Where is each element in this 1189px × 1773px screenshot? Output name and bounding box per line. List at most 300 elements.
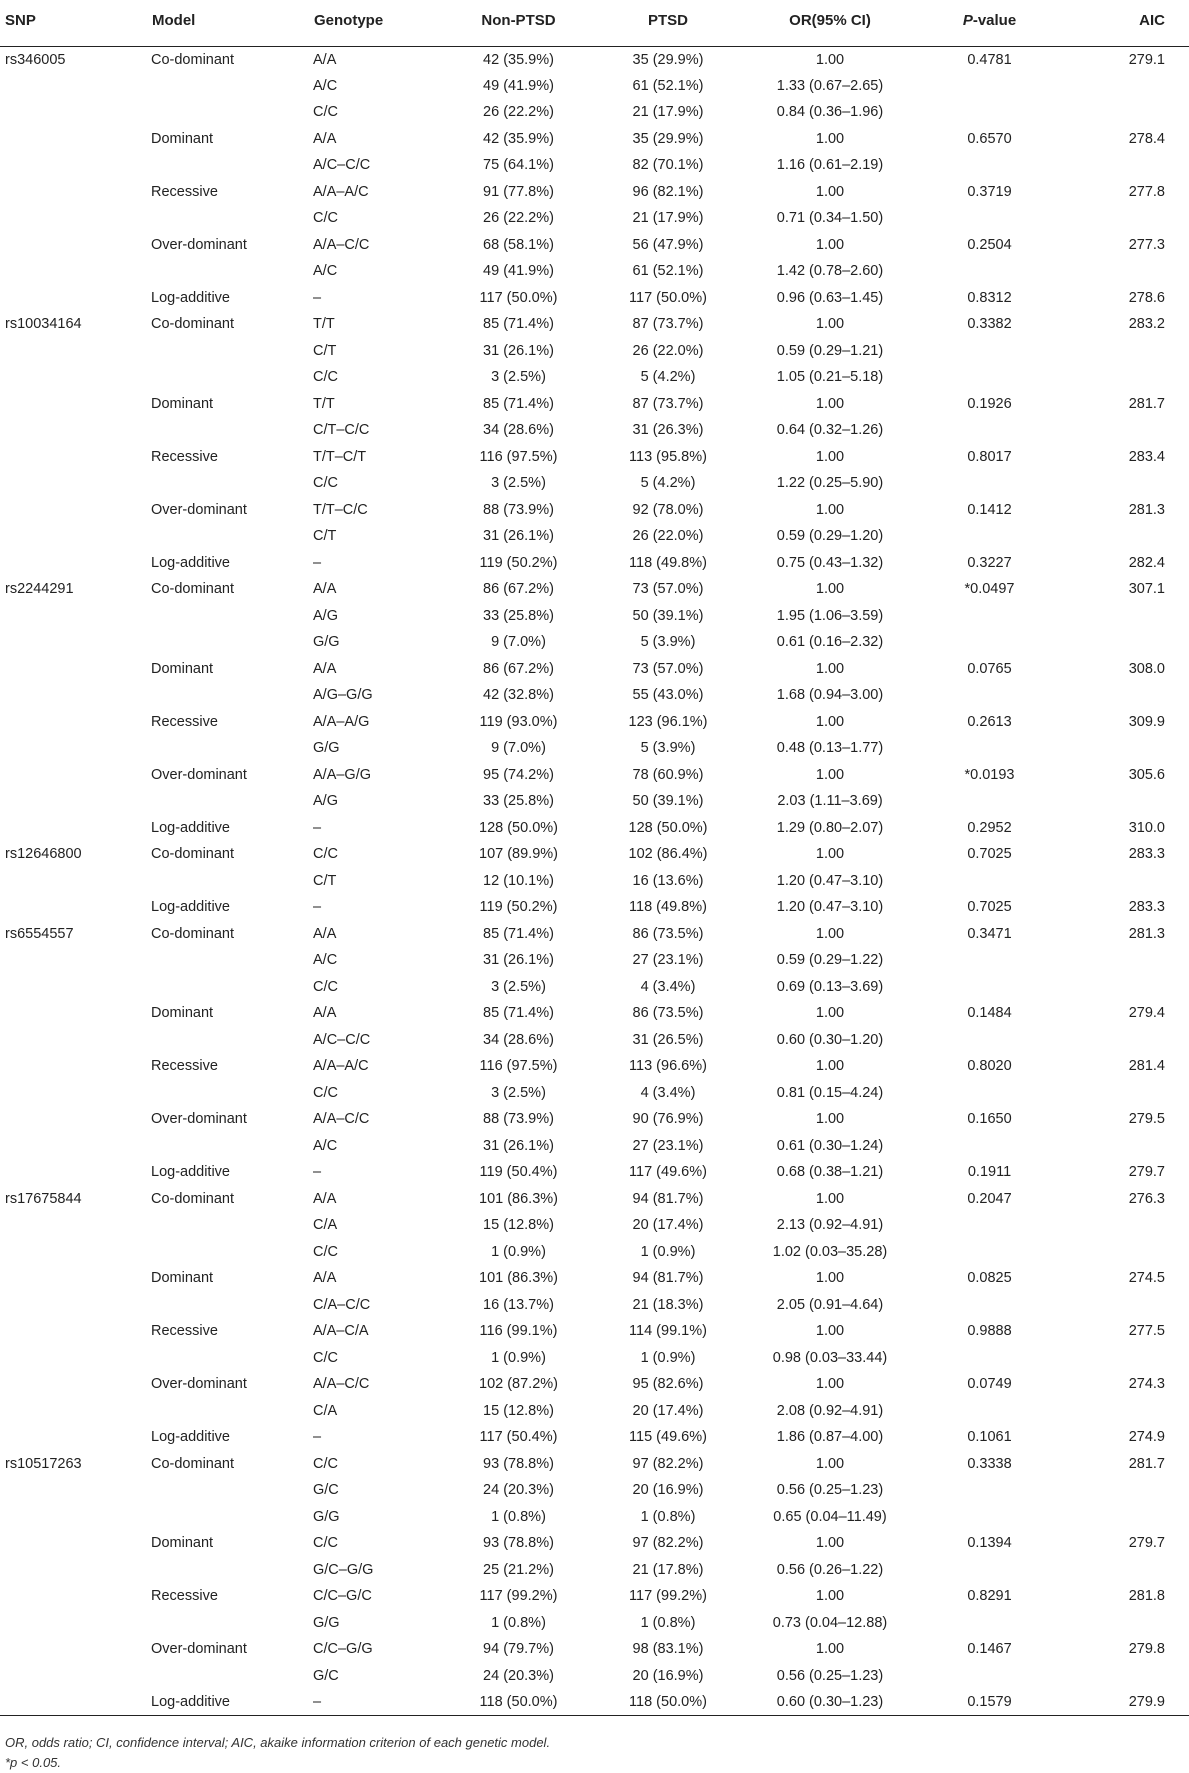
- cell-aic: 305.6: [1128, 766, 1165, 783]
- cell-model: Co-dominant: [151, 846, 235, 863]
- cell-aic: [1063, 682, 1189, 709]
- cell-non-ptsd: 16 (13.7%): [483, 1296, 554, 1313]
- cell-ptsd: 128 (50.0%): [628, 819, 708, 836]
- cell-genotype: A/C: [313, 1137, 338, 1154]
- cell-genotype: C/C: [313, 1243, 338, 1260]
- cell-aic: 279.5: [1128, 1111, 1165, 1128]
- cell-non-ptsd: 9 (7.0%): [491, 634, 546, 651]
- cell-ptsd: 4 (3.4%): [640, 1084, 696, 1101]
- cell-or: 1.16 (0.61–2.19): [776, 157, 884, 174]
- cell-non-ptsd: 15 (12.8%): [483, 1217, 554, 1234]
- cell-non-ptsd: 3 (2.5%): [491, 978, 546, 995]
- cell-non-ptsd: 25 (21.2%): [483, 1561, 554, 1578]
- cell-p-value: 0.4781: [967, 51, 1012, 68]
- cell-ptsd: 56 (47.9%): [632, 236, 704, 253]
- cell-aic: [1063, 1663, 1189, 1690]
- cell-non-ptsd: 116 (97.5%): [479, 448, 558, 465]
- cell-or: 1.00: [815, 1323, 845, 1340]
- cell-ptsd: 95 (82.6%): [632, 1376, 704, 1393]
- cell-or: 1.20 (0.47–3.10): [776, 899, 884, 916]
- cell-or: 1.00: [815, 1376, 845, 1393]
- cell-ptsd: 27 (23.1%): [632, 952, 704, 969]
- cell-ptsd: 115 (49.6%): [629, 1429, 707, 1446]
- cell-snp: [0, 1106, 151, 1133]
- cell-snp: [0, 1292, 151, 1319]
- table-row: [0, 762, 1189, 789]
- cell-genotype: –: [313, 819, 322, 836]
- cell-ptsd: 102 (86.4%): [628, 846, 708, 863]
- cell-genotype: C/T–C/C: [313, 422, 370, 439]
- cell-model: Log-additive: [151, 554, 230, 571]
- table-row: [0, 868, 1189, 895]
- table-row: [0, 1027, 1189, 1054]
- table-row: [0, 46, 1189, 73]
- cell-p-value: [916, 338, 1063, 365]
- cell-ptsd: 1 (0.9%): [640, 1349, 696, 1366]
- table-row: [0, 311, 1189, 338]
- cell-or: 0.81 (0.15–4.24): [776, 1084, 884, 1101]
- cell-p-value: 0.1394: [967, 1535, 1012, 1552]
- cell-model: [151, 1398, 313, 1425]
- table-row: [0, 1504, 1189, 1531]
- cell-snp: [0, 338, 151, 365]
- cell-non-ptsd: 31 (26.1%): [483, 528, 554, 545]
- table-row: [0, 1053, 1189, 1080]
- table-row: [0, 470, 1189, 497]
- cell-aic: [1063, 868, 1189, 895]
- cell-non-ptsd: 68 (58.1%): [483, 236, 554, 253]
- cell-aic: [1063, 1504, 1189, 1531]
- table-row: [0, 629, 1189, 656]
- header-snp: SNP: [0, 0, 151, 46]
- cell-or: 1.02 (0.03–35.28): [772, 1243, 888, 1260]
- cell-or: 0.75 (0.43–1.32): [776, 554, 884, 571]
- cell-ptsd: 35 (29.9%): [632, 51, 704, 68]
- table-row: [0, 1689, 1189, 1716]
- cell-aic: [1063, 1212, 1189, 1239]
- cell-ptsd: 1 (0.8%): [640, 1508, 696, 1525]
- cell-p-value: 0.2047: [967, 1190, 1012, 1207]
- cell-p-value: [916, 1027, 1063, 1054]
- cell-p-value: 0.2613: [967, 713, 1012, 730]
- cell-ptsd: 4 (3.4%): [640, 978, 696, 995]
- cell-aic: 278.6: [1128, 289, 1165, 306]
- cell-genotype: T/T–C/T: [313, 448, 367, 465]
- header-non-ptsd: Non-PTSD: [445, 0, 592, 46]
- cell-or: 1.00: [815, 1588, 845, 1605]
- table-header: [0, 0, 1189, 46]
- cell-p-value: 0.1926: [967, 395, 1012, 412]
- cell-snp: [0, 497, 151, 524]
- cell-ptsd: 61 (52.1%): [632, 77, 704, 94]
- table-row: [0, 73, 1189, 100]
- cell-genotype: –: [313, 554, 322, 571]
- cell-p-value: [916, 1477, 1063, 1504]
- cell-aic: [1063, 1557, 1189, 1584]
- cell-aic: [1063, 1080, 1189, 1107]
- cell-genotype: C/C: [313, 1084, 338, 1101]
- cell-non-ptsd: 117 (50.4%): [479, 1429, 558, 1446]
- cell-ptsd: 117 (49.6%): [629, 1164, 707, 1181]
- cell-aic: 283.3: [1128, 899, 1165, 916]
- cell-model: Over-dominant: [151, 236, 247, 253]
- cell-model: Over-dominant: [151, 501, 247, 518]
- cell-genotype: –: [313, 1164, 322, 1181]
- footnote-abbreviations: OR, odds ratio; CI, confidence interval; AIC, akaike information criterion of each genetic model.: [5, 1735, 551, 1750]
- cell-model: Log-additive: [151, 289, 230, 306]
- cell-non-ptsd: 1 (0.9%): [491, 1243, 546, 1260]
- table-row: [0, 1557, 1189, 1584]
- cell-model: Over-dominant: [151, 1111, 247, 1128]
- cell-model: Recessive: [151, 1588, 218, 1605]
- cell-genotype: C/T: [313, 342, 337, 359]
- cell-aic: [1063, 258, 1189, 285]
- cell-aic: 283.4: [1128, 448, 1165, 465]
- cell-snp: [0, 1265, 151, 1292]
- cell-genotype: T/T: [313, 316, 335, 333]
- header-row: [0, 0, 1189, 46]
- cell-snp: [0, 1053, 151, 1080]
- cell-p-value: [916, 1663, 1063, 1690]
- table-row: [0, 1106, 1189, 1133]
- cell-non-ptsd: 102 (87.2%): [479, 1376, 558, 1393]
- cell-non-ptsd: 95 (74.2%): [483, 766, 554, 783]
- cell-model: [151, 1080, 313, 1107]
- table-row: [0, 126, 1189, 153]
- cell-or: 1.29 (0.80–2.07): [776, 819, 884, 836]
- cell-or: 1.00: [815, 501, 845, 518]
- cell-non-ptsd: 85 (71.4%): [483, 316, 554, 333]
- cell-ptsd: 118 (50.0%): [592, 1689, 744, 1716]
- cell-aic: 309.9: [1128, 713, 1165, 730]
- cell-snp: [0, 1530, 151, 1557]
- cell-snp: [0, 1133, 151, 1160]
- cell-ptsd: 118 (49.8%): [629, 554, 707, 571]
- cell-or: 1.68 (0.94–3.00): [776, 687, 884, 704]
- cell-non-ptsd: 116 (97.5%): [479, 1058, 558, 1075]
- cell-p-value: 0.1467: [967, 1641, 1012, 1658]
- cell-snp: [0, 974, 151, 1001]
- cell-model: Dominant: [151, 1005, 214, 1022]
- cell-model: [151, 947, 313, 974]
- cell-ptsd: 16 (13.6%): [632, 872, 704, 889]
- cell-ptsd: 117 (99.2%): [629, 1588, 707, 1605]
- cell-genotype: G/G: [313, 1508, 340, 1525]
- cell-genotype: A/C: [313, 952, 338, 969]
- cell-non-ptsd: 128 (50.0%): [479, 819, 558, 836]
- cell-or: 1.05 (0.21–5.18): [776, 369, 884, 386]
- cell-non-ptsd: 119 (93.0%): [479, 713, 558, 730]
- table-row: [0, 1398, 1189, 1425]
- cell-aic: [1063, 1239, 1189, 1266]
- cell-p-value: 0.1911: [967, 1164, 1012, 1181]
- cell-ptsd: 31 (26.3%): [632, 422, 704, 439]
- table-row: [0, 1583, 1189, 1610]
- table-row: [0, 735, 1189, 762]
- cell-snp: [0, 1159, 151, 1186]
- cell-snp: [0, 99, 151, 126]
- cell-p-value: *0.0193: [964, 766, 1015, 783]
- cell-p-value: [916, 417, 1063, 444]
- cell-snp: [0, 258, 151, 285]
- cell-p-value: 0.7025: [967, 899, 1012, 916]
- cell-genotype: A/A–C/C: [313, 1376, 370, 1393]
- cell-ptsd: 21 (17.9%): [632, 104, 704, 121]
- cell-model: [151, 364, 313, 391]
- cell-ptsd: 27 (23.1%): [632, 1137, 704, 1154]
- cell-genotype: T/T: [313, 395, 335, 412]
- cell-aic: [1063, 629, 1189, 656]
- cell-or: 0.98 (0.03–33.44): [772, 1349, 888, 1366]
- cell-aic: 279.8: [1128, 1641, 1165, 1658]
- cell-genotype: A/A: [313, 581, 337, 598]
- cell-p-value: [916, 1292, 1063, 1319]
- cell-genotype: A/A: [313, 130, 337, 147]
- cell-p-value: 0.1484: [967, 1005, 1012, 1022]
- cell-ptsd: 113 (96.6%): [629, 1058, 707, 1075]
- cell-genotype: G/C–G/G: [313, 1561, 374, 1578]
- cell-non-ptsd: 31 (26.1%): [483, 342, 554, 359]
- cell-genotype: T/T–C/C: [313, 501, 368, 518]
- cell-model: [151, 73, 313, 100]
- cell-aic: [1063, 1398, 1189, 1425]
- cell-snp: [0, 232, 151, 259]
- cell-genotype: C/C: [313, 1455, 338, 1472]
- table-row: [0, 232, 1189, 259]
- cell-genotype: C/C: [313, 978, 338, 995]
- cell-snp: [0, 894, 151, 921]
- cell-non-ptsd: 42 (32.8%): [483, 687, 554, 704]
- cell-snp: [0, 1636, 151, 1663]
- cell-model: [151, 1610, 313, 1637]
- table-row: [0, 444, 1189, 471]
- cell-p-value: [916, 1239, 1063, 1266]
- cell-ptsd: 5 (3.9%): [640, 740, 696, 757]
- cell-aic: 283.2: [1128, 316, 1165, 333]
- cell-non-ptsd: 3 (2.5%): [491, 475, 546, 492]
- cell-model: Co-dominant: [151, 316, 235, 333]
- cell-genotype: C/C: [313, 210, 338, 227]
- cell-model: Co-dominant: [151, 1190, 235, 1207]
- cell-snp: [0, 709, 151, 736]
- cell-genotype: A/A: [313, 1190, 337, 1207]
- cell-aic: 278.4: [1128, 130, 1165, 147]
- cell-snp: [0, 179, 151, 206]
- cell-non-ptsd: 93 (78.8%): [483, 1535, 554, 1552]
- cell-p-value: 0.6570: [967, 130, 1012, 147]
- cell-ptsd: 94 (81.7%): [632, 1270, 704, 1287]
- cell-genotype: –: [313, 899, 322, 916]
- cell-aic: 282.4: [1128, 554, 1165, 571]
- cell-or: 1.00: [815, 925, 845, 942]
- cell-p-value: [916, 1345, 1063, 1372]
- table-row: [0, 1080, 1189, 1107]
- cell-snp: [0, 1398, 151, 1425]
- cell-or: 1.00: [815, 1005, 845, 1022]
- cell-genotype: G/G: [313, 634, 340, 651]
- cell-p-value: 0.1579: [916, 1689, 1063, 1716]
- cell-non-ptsd: 85 (71.4%): [483, 1005, 554, 1022]
- table-row: [0, 921, 1189, 948]
- cell-p-value: [916, 258, 1063, 285]
- cell-ptsd: 21 (17.8%): [632, 1561, 704, 1578]
- cell-or: 1.00: [815, 581, 845, 598]
- cell-non-ptsd: 34 (28.6%): [483, 1031, 554, 1048]
- cell-aic: 277.3: [1128, 236, 1165, 253]
- cell-model: Log-additive: [151, 1164, 230, 1181]
- cell-genotype: A/C–C/C: [313, 157, 371, 174]
- cell-ptsd: 73 (57.0%): [632, 660, 704, 677]
- cell-snp: [0, 391, 151, 418]
- cell-or: 0.69 (0.13–3.69): [776, 978, 884, 995]
- cell-genotype: C/A–C/C: [313, 1296, 371, 1313]
- cell-genotype: C/T: [313, 528, 337, 545]
- cell-model: [151, 974, 313, 1001]
- cell-or: 0.68 (0.38–1.21): [776, 1164, 884, 1181]
- table-row: [0, 656, 1189, 683]
- cell-aic: 274.5: [1128, 1270, 1165, 1287]
- cell-or: 0.64 (0.32–1.26): [776, 422, 884, 439]
- cell-or: 0.59 (0.29–1.22): [776, 952, 884, 969]
- table-row: [0, 550, 1189, 577]
- cell-p-value: [916, 1557, 1063, 1584]
- cell-genotype: A/A–C/A: [313, 1323, 369, 1340]
- cell-model: Log-additive: [151, 899, 230, 916]
- cell-non-ptsd: 9 (7.0%): [491, 740, 546, 757]
- table-row: [0, 338, 1189, 365]
- cell-or: 0.56 (0.25–1.23): [776, 1667, 884, 1684]
- cell-genotype: A/A: [313, 51, 337, 68]
- cell-model: [151, 152, 313, 179]
- cell-or: 1.00: [815, 130, 845, 147]
- cell-p-value: 0.3227: [967, 554, 1012, 571]
- cell-aic: 307.1: [1128, 581, 1165, 598]
- cell-or: 0.84 (0.36–1.96): [776, 104, 884, 121]
- cell-or: 1.00: [815, 51, 845, 68]
- cell-p-value: [916, 99, 1063, 126]
- cell-genotype: A/G: [313, 607, 338, 624]
- cell-snp: [0, 417, 151, 444]
- cell-snp: [0, 682, 151, 709]
- cell-model: [151, 629, 313, 656]
- cell-p-value: 0.3338: [967, 1455, 1012, 1472]
- cell-aic: [1063, 364, 1189, 391]
- cell-or: 2.08 (0.92–4.91): [776, 1402, 884, 1419]
- cell-non-ptsd: 107 (89.9%): [479, 846, 558, 863]
- cell-snp: [0, 1027, 151, 1054]
- cell-model: Co-dominant: [151, 925, 235, 942]
- cell-aic: [1063, 1610, 1189, 1637]
- cell-p-value: [916, 205, 1063, 232]
- cell-aic: [1063, 735, 1189, 762]
- cell-aic: 281.8: [1128, 1588, 1165, 1605]
- cell-non-ptsd: 34 (28.6%): [483, 422, 554, 439]
- cell-or: 0.96 (0.63–1.45): [776, 289, 884, 306]
- table-row: [0, 391, 1189, 418]
- cell-or: 1.00: [815, 1270, 845, 1287]
- cell-model: [151, 1557, 313, 1584]
- cell-genotype: G/G: [313, 1614, 340, 1631]
- cell-p-value: [916, 152, 1063, 179]
- cell-p-value: 0.0765: [967, 660, 1012, 677]
- cell-genotype: C/C–G/G: [313, 1641, 373, 1658]
- table-row: [0, 682, 1189, 709]
- cell-ptsd: 73 (57.0%): [632, 581, 704, 598]
- cell-aic: 277.8: [1128, 183, 1165, 200]
- cell-snp: [0, 364, 151, 391]
- cell-p-value: 0.8017: [967, 448, 1012, 465]
- cell-genotype: A/A: [313, 1270, 337, 1287]
- cell-model: [151, 205, 313, 232]
- cell-or: 0.60 (0.30–1.20): [776, 1031, 884, 1048]
- cell-non-ptsd: 49 (41.9%): [483, 77, 554, 94]
- cell-snp: rs12646800: [5, 846, 82, 863]
- cell-model: [151, 417, 313, 444]
- cell-model: [151, 1504, 313, 1531]
- table-body: [0, 46, 1189, 1716]
- cell-p-value: 0.1412: [967, 501, 1012, 518]
- cell-model: [151, 99, 313, 126]
- table-row: [0, 258, 1189, 285]
- table-row: [0, 1530, 1189, 1557]
- cell-or: 0.56 (0.25–1.23): [776, 1482, 884, 1499]
- cell-ptsd: 35 (29.9%): [632, 130, 704, 147]
- cell-non-ptsd: 101 (86.3%): [479, 1190, 558, 1207]
- cell-model: Over-dominant: [151, 1376, 247, 1393]
- cell-aic: [1063, 603, 1189, 630]
- cell-snp: rs6554557: [5, 925, 74, 942]
- cell-p-value: [916, 629, 1063, 656]
- cell-snp: [0, 523, 151, 550]
- cell-ptsd: 123 (96.1%): [628, 713, 708, 730]
- cell-model: Co-dominant: [151, 51, 235, 68]
- cell-non-ptsd: 24 (20.3%): [483, 1482, 554, 1499]
- header-model: Model: [151, 0, 313, 46]
- table-row: [0, 417, 1189, 444]
- cell-genotype: A/A: [313, 660, 337, 677]
- table-row: [0, 603, 1189, 630]
- table-row: [0, 1636, 1189, 1663]
- cell-snp: [0, 1371, 151, 1398]
- cell-model: Co-dominant: [151, 581, 235, 598]
- cell-genotype: A/A–A/C: [313, 183, 369, 200]
- header-p-rest: -value: [972, 12, 1017, 29]
- cell-non-ptsd: 86 (67.2%): [483, 581, 554, 598]
- cell-or: 1.00: [815, 1190, 845, 1207]
- cell-non-ptsd: 116 (99.1%): [479, 1323, 558, 1340]
- cell-aic: 274.3: [1128, 1376, 1165, 1393]
- cell-ptsd: 98 (83.1%): [632, 1641, 704, 1658]
- cell-ptsd: 92 (78.0%): [632, 501, 704, 518]
- table-row: [0, 1451, 1189, 1478]
- table-row: [0, 1663, 1189, 1690]
- cell-aic: [1063, 417, 1189, 444]
- cell-non-ptsd: 26 (22.2%): [483, 104, 554, 121]
- cell-non-ptsd: 88 (73.9%): [483, 501, 554, 518]
- cell-non-ptsd: 86 (67.2%): [483, 660, 554, 677]
- cell-non-ptsd: 88 (73.9%): [483, 1111, 554, 1128]
- cell-p-value: [916, 735, 1063, 762]
- cell-p-value: 0.8020: [967, 1058, 1012, 1075]
- cell-aic: [1063, 73, 1189, 100]
- cell-genotype: A/A–C/C: [313, 1111, 370, 1128]
- cell-genotype: G/G: [313, 740, 340, 757]
- cell-genotype: C/C–G/C: [313, 1588, 372, 1605]
- cell-p-value: [916, 947, 1063, 974]
- cell-ptsd: 86 (73.5%): [632, 1005, 704, 1022]
- cell-model: Dominant: [151, 1270, 214, 1287]
- cell-snp: [0, 1345, 151, 1372]
